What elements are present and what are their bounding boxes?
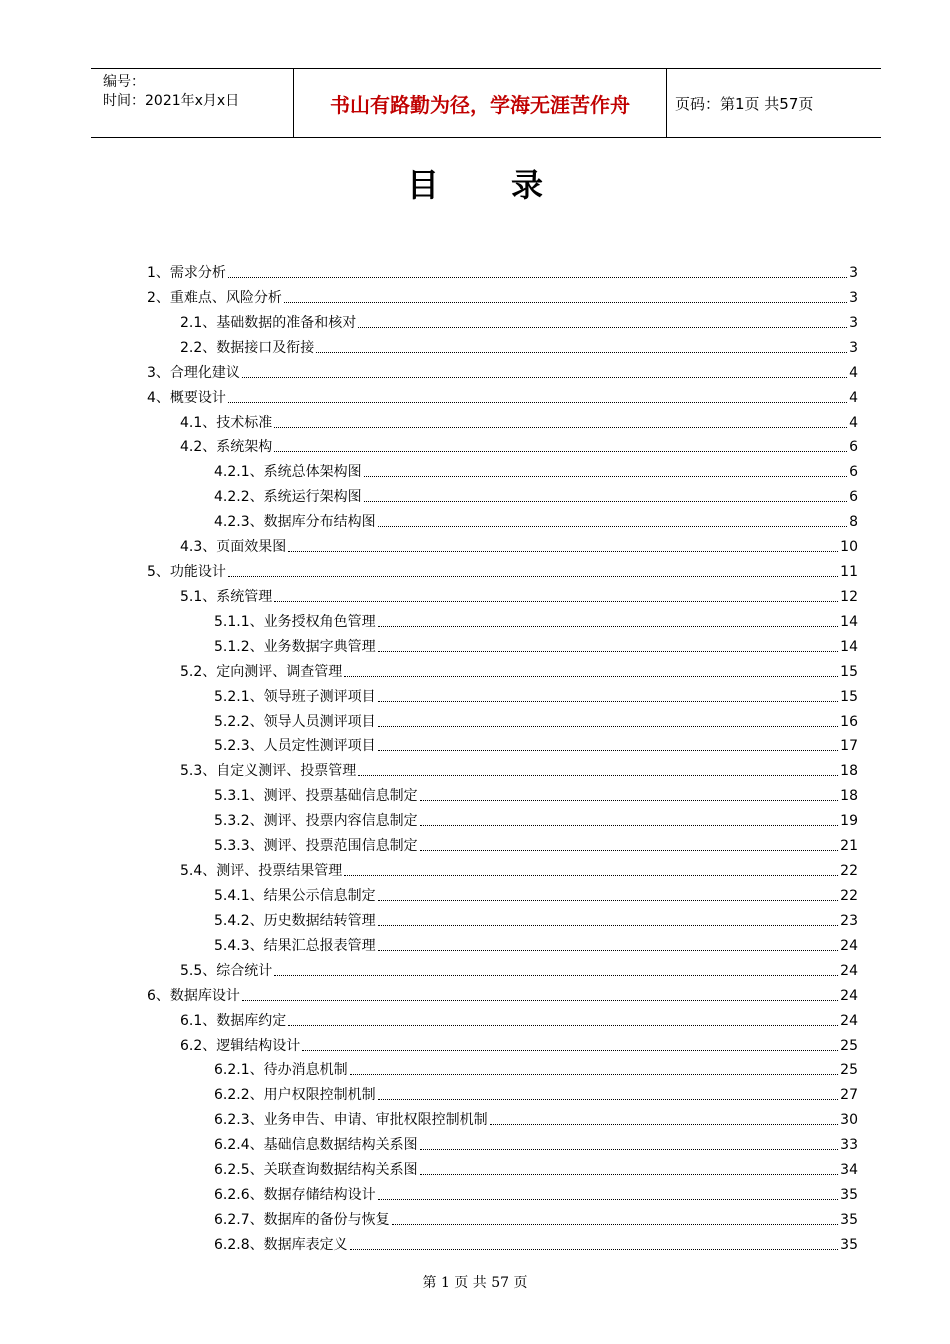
toc-entry-page: 35 bbox=[840, 1236, 858, 1253]
toc-entry-page: 4 bbox=[849, 414, 858, 431]
toc-entry-label: 2.2、数据接口及衔接 bbox=[180, 339, 315, 356]
toc-entry-label: 4.1、技术标准 bbox=[180, 414, 273, 431]
toc-entry[interactable] bbox=[214, 1180, 858, 1205]
toc-leader-dots bbox=[420, 850, 839, 851]
toc-leader-dots bbox=[420, 825, 839, 826]
toc-leader-dots bbox=[378, 651, 839, 652]
toc-entry-page: 15 bbox=[840, 688, 858, 705]
toc-leader-dots bbox=[420, 1149, 839, 1150]
motto-text: 书山有路勤为径，学海无涯苦作舟 bbox=[330, 92, 630, 117]
toc-entry[interactable] bbox=[214, 781, 858, 806]
toc-entry-label: 5.1、系统管理 bbox=[180, 588, 273, 605]
toc-entry-label: 5.3、自定义测评、投票管理 bbox=[180, 763, 357, 780]
toc-entry-page: 25 bbox=[840, 1037, 858, 1054]
toc-entry[interactable] bbox=[180, 333, 858, 358]
toc-entry-page: 24 bbox=[840, 937, 858, 954]
toc-entry-label: 5.5、综合统计 bbox=[180, 962, 273, 979]
toc-entry-label: 4.2.2、系统运行架构图 bbox=[214, 489, 362, 506]
page-info: 页码：第1页 共57页 bbox=[675, 94, 814, 113]
toc-entry-label: 5.3.2、测评、投票内容信息制定 bbox=[214, 813, 418, 830]
toc-entry[interactable] bbox=[214, 1155, 858, 1180]
toc-entry-page: 18 bbox=[840, 788, 858, 805]
toc-entry-page: 18 bbox=[840, 763, 858, 780]
toc-leader-dots bbox=[378, 900, 839, 901]
toc-entry-label: 4.2、系统架构 bbox=[180, 439, 273, 456]
toc-leader-dots bbox=[364, 501, 847, 502]
toc-entry-page: 11 bbox=[840, 564, 858, 581]
toc-entry-page: 14 bbox=[840, 638, 858, 655]
toc-entry[interactable] bbox=[180, 408, 858, 433]
toc-entry-label: 5.4、测评、投票结果管理 bbox=[180, 863, 343, 880]
toc-leader-dots bbox=[242, 377, 847, 378]
toc-entry[interactable] bbox=[214, 707, 858, 732]
toc-entry[interactable] bbox=[214, 1105, 858, 1130]
toc-leader-dots bbox=[392, 1224, 839, 1225]
toc-leader-dots bbox=[288, 551, 838, 552]
toc-entry[interactable] bbox=[180, 582, 858, 607]
page-header bbox=[91, 68, 881, 138]
toc-entry-page: 15 bbox=[840, 663, 858, 680]
toc-entry-page: 21 bbox=[840, 838, 858, 855]
toc-leader-dots bbox=[378, 1199, 839, 1200]
toc-entry-label: 4.3、页面效果图 bbox=[180, 539, 287, 556]
toc-leader-dots bbox=[420, 1174, 839, 1175]
toc-entry-page: 30 bbox=[840, 1112, 858, 1129]
toc-leader-dots bbox=[284, 302, 847, 303]
toc-entry-label: 5.2.3、人员定性测评项目 bbox=[214, 738, 376, 755]
toc-leader-dots bbox=[274, 451, 847, 452]
toc-entry-page: 12 bbox=[840, 588, 858, 605]
toc-entry[interactable] bbox=[214, 906, 858, 931]
toc-entry-label: 5.2.1、领导班子测评项目 bbox=[214, 688, 376, 705]
toc-entry-label: 5.4.3、结果汇总报表管理 bbox=[214, 937, 376, 954]
toc-entry-label: 5.3.1、测评、投票基础信息制定 bbox=[214, 788, 418, 805]
toc-leader-dots bbox=[228, 402, 847, 403]
toc-entry-label: 4.2.1、系统总体架构图 bbox=[214, 464, 362, 481]
toc-entry-page: 3 bbox=[849, 265, 858, 281]
toc-entry[interactable] bbox=[147, 358, 858, 383]
toc-entry[interactable] bbox=[180, 1006, 858, 1031]
toc-entry[interactable] bbox=[214, 831, 858, 856]
toc-entry-label: 6、数据库设计 bbox=[147, 987, 240, 1004]
toc-entry-label: 5.4.2、历史数据结转管理 bbox=[214, 912, 376, 929]
toc-entry-page: 25 bbox=[840, 1062, 858, 1079]
toc-leader-dots bbox=[490, 1124, 839, 1125]
header-motto-cell bbox=[293, 69, 667, 137]
toc-entry[interactable] bbox=[214, 1080, 858, 1105]
toc-leader-dots bbox=[378, 925, 839, 926]
toc-entry-page: 4 bbox=[849, 364, 858, 381]
toc-entry[interactable] bbox=[214, 806, 858, 831]
toc-entry-label: 6.2.5、关联查询数据结构关系图 bbox=[214, 1162, 418, 1179]
toc-entry-page: 6 bbox=[849, 439, 858, 456]
toc-leader-dots bbox=[344, 676, 838, 677]
toc-entry-label: 4、概要设计 bbox=[147, 389, 226, 406]
toc-entry-page: 19 bbox=[840, 813, 858, 830]
toc-entry-page: 24 bbox=[840, 1012, 858, 1029]
toc-leader-dots bbox=[274, 427, 847, 428]
toc-entry-label: 6.2、逻辑结构设计 bbox=[180, 1037, 301, 1054]
page-footer: 第 1 页 共 57 页 bbox=[422, 1275, 528, 1291]
toc-entry-page: 33 bbox=[840, 1137, 858, 1154]
title-char-2: 录 bbox=[511, 166, 544, 204]
toc-entry-page: 23 bbox=[840, 912, 858, 929]
number-label: 编号： bbox=[103, 74, 145, 90]
toc-entry[interactable] bbox=[180, 532, 858, 557]
toc-entry-label: 6.1、数据库约定 bbox=[180, 1012, 287, 1029]
toc-entry-page: 34 bbox=[840, 1162, 858, 1179]
toc-entry[interactable] bbox=[214, 731, 858, 756]
toc-entry-label: 6.2.3、业务申告、申请、审批权限控制机制 bbox=[214, 1112, 488, 1129]
toc-entry[interactable] bbox=[147, 557, 858, 582]
toc-entry-page: 3 bbox=[849, 314, 858, 331]
toc-entry-page: 24 bbox=[840, 962, 858, 979]
toc-entry[interactable] bbox=[214, 1205, 858, 1230]
toc-entry[interactable] bbox=[180, 308, 858, 333]
toc-entry-label: 6.2.2、用户权限控制机制 bbox=[214, 1087, 376, 1104]
toc-leader-dots bbox=[242, 1000, 838, 1001]
toc-entry-label: 5.2、定向测评、调查管理 bbox=[180, 663, 343, 680]
toc-entry-page: 27 bbox=[840, 1087, 858, 1104]
page-title bbox=[0, 160, 950, 206]
toc-entry-page: 3 bbox=[849, 339, 858, 356]
toc-leader-dots bbox=[378, 526, 847, 527]
toc-entry[interactable] bbox=[214, 1130, 858, 1155]
toc-leader-dots bbox=[378, 1099, 839, 1100]
toc-leader-dots bbox=[288, 1025, 838, 1026]
toc-leader-dots bbox=[274, 601, 838, 602]
toc-entry[interactable] bbox=[214, 632, 858, 657]
toc-entry-page: 17 bbox=[840, 738, 858, 755]
toc-entry[interactable] bbox=[147, 383, 858, 408]
toc-entry[interactable] bbox=[180, 756, 858, 781]
toc-entry-page: 35 bbox=[840, 1187, 858, 1204]
toc-leader-dots bbox=[344, 875, 838, 876]
toc-entry-label: 5.1.1、业务授权角色管理 bbox=[214, 613, 376, 630]
toc-entry[interactable] bbox=[214, 457, 858, 482]
toc-entry[interactable] bbox=[180, 956, 858, 981]
toc-entry[interactable] bbox=[214, 881, 858, 906]
toc-leader-dots bbox=[378, 750, 839, 751]
toc-entry-page: 10 bbox=[840, 539, 858, 556]
toc-entry-page: 4 bbox=[849, 389, 858, 406]
toc-entry[interactable] bbox=[214, 1230, 858, 1255]
toc-entry[interactable] bbox=[180, 1031, 858, 1056]
toc-leader-dots bbox=[358, 775, 838, 776]
toc-entry-page: 6 bbox=[849, 489, 858, 506]
toc-entry-page: 14 bbox=[840, 613, 858, 630]
toc-leader-dots bbox=[378, 726, 839, 727]
header-page-cell bbox=[667, 69, 881, 137]
toc-entry[interactable] bbox=[147, 283, 858, 308]
toc-entry-label: 5.1.2、业务数据字典管理 bbox=[214, 638, 376, 655]
toc-entry[interactable] bbox=[214, 507, 858, 532]
toc-leader-dots bbox=[302, 1050, 838, 1051]
toc-entry-label: 6.2.7、数据库的备份与恢复 bbox=[214, 1211, 390, 1228]
toc-leader-dots bbox=[378, 626, 839, 627]
toc-entry[interactable] bbox=[214, 931, 858, 956]
toc-entry-label: 1、需求分析 bbox=[147, 265, 226, 281]
toc-entry[interactable] bbox=[180, 856, 858, 881]
toc-entry-page: 24 bbox=[840, 987, 858, 1004]
title-char-1: 目 bbox=[406, 166, 439, 204]
toc-entry-label: 2.1、基础数据的准备和核对 bbox=[180, 314, 357, 331]
toc-leader-dots bbox=[350, 1074, 839, 1075]
toc-leader-dots bbox=[228, 576, 838, 577]
toc-entry-page: 3 bbox=[849, 289, 858, 306]
toc-leader-dots bbox=[316, 352, 847, 353]
toc-entry[interactable] bbox=[147, 981, 858, 1006]
toc-leader-dots bbox=[420, 800, 839, 801]
toc-entry-label: 5.4.1、结果公示信息制定 bbox=[214, 888, 376, 904]
toc-entry[interactable] bbox=[214, 482, 858, 507]
toc-entry[interactable] bbox=[147, 258, 858, 283]
toc-entry-label: 6.2.4、基础信息数据结构关系图 bbox=[214, 1137, 418, 1154]
toc-leader-dots bbox=[228, 277, 847, 278]
toc-entry-page: 22 bbox=[840, 863, 858, 880]
toc-entry-label: 5、功能设计 bbox=[147, 564, 226, 581]
toc-entry[interactable] bbox=[180, 432, 858, 457]
toc-entry-label: 6.2.8、数据库表定义 bbox=[214, 1236, 348, 1253]
toc-entry-page: 16 bbox=[840, 713, 858, 730]
toc-entry[interactable] bbox=[214, 607, 858, 632]
toc-entry-label: 2、重难点、风险分析 bbox=[147, 289, 282, 306]
toc-leader-dots bbox=[350, 1249, 839, 1250]
toc-entry-page: 35 bbox=[840, 1211, 858, 1228]
toc-entry-label: 6.2.1、待办消息机制 bbox=[214, 1062, 348, 1079]
toc-entry-label: 4.2.3、数据库分布结构图 bbox=[214, 514, 376, 531]
toc-entry[interactable] bbox=[214, 682, 858, 707]
toc-leader-dots bbox=[364, 476, 847, 477]
toc-entry-label: 6.2.6、数据存储结构设计 bbox=[214, 1187, 376, 1204]
toc-entry-label: 5.3.3、测评、投票范围信息制定 bbox=[214, 838, 418, 855]
toc-entry[interactable] bbox=[214, 1055, 858, 1080]
header-meta-cell bbox=[91, 69, 293, 137]
toc-leader-dots bbox=[358, 327, 847, 328]
toc-entry-label: 3、合理化建议 bbox=[147, 364, 240, 381]
time-label: 时间：2021年x月x日 bbox=[103, 93, 240, 109]
toc-entry-label: 5.2.2、领导人员测评项目 bbox=[214, 713, 376, 730]
toc-leader-dots bbox=[378, 701, 839, 702]
toc-entry-page: 22 bbox=[840, 888, 858, 904]
toc-entry-page: 8 bbox=[849, 514, 858, 531]
toc-entry[interactable] bbox=[180, 657, 858, 682]
toc-leader-dots bbox=[378, 950, 839, 951]
toc-entry-page: 6 bbox=[849, 464, 858, 481]
toc-leader-dots bbox=[274, 975, 838, 976]
